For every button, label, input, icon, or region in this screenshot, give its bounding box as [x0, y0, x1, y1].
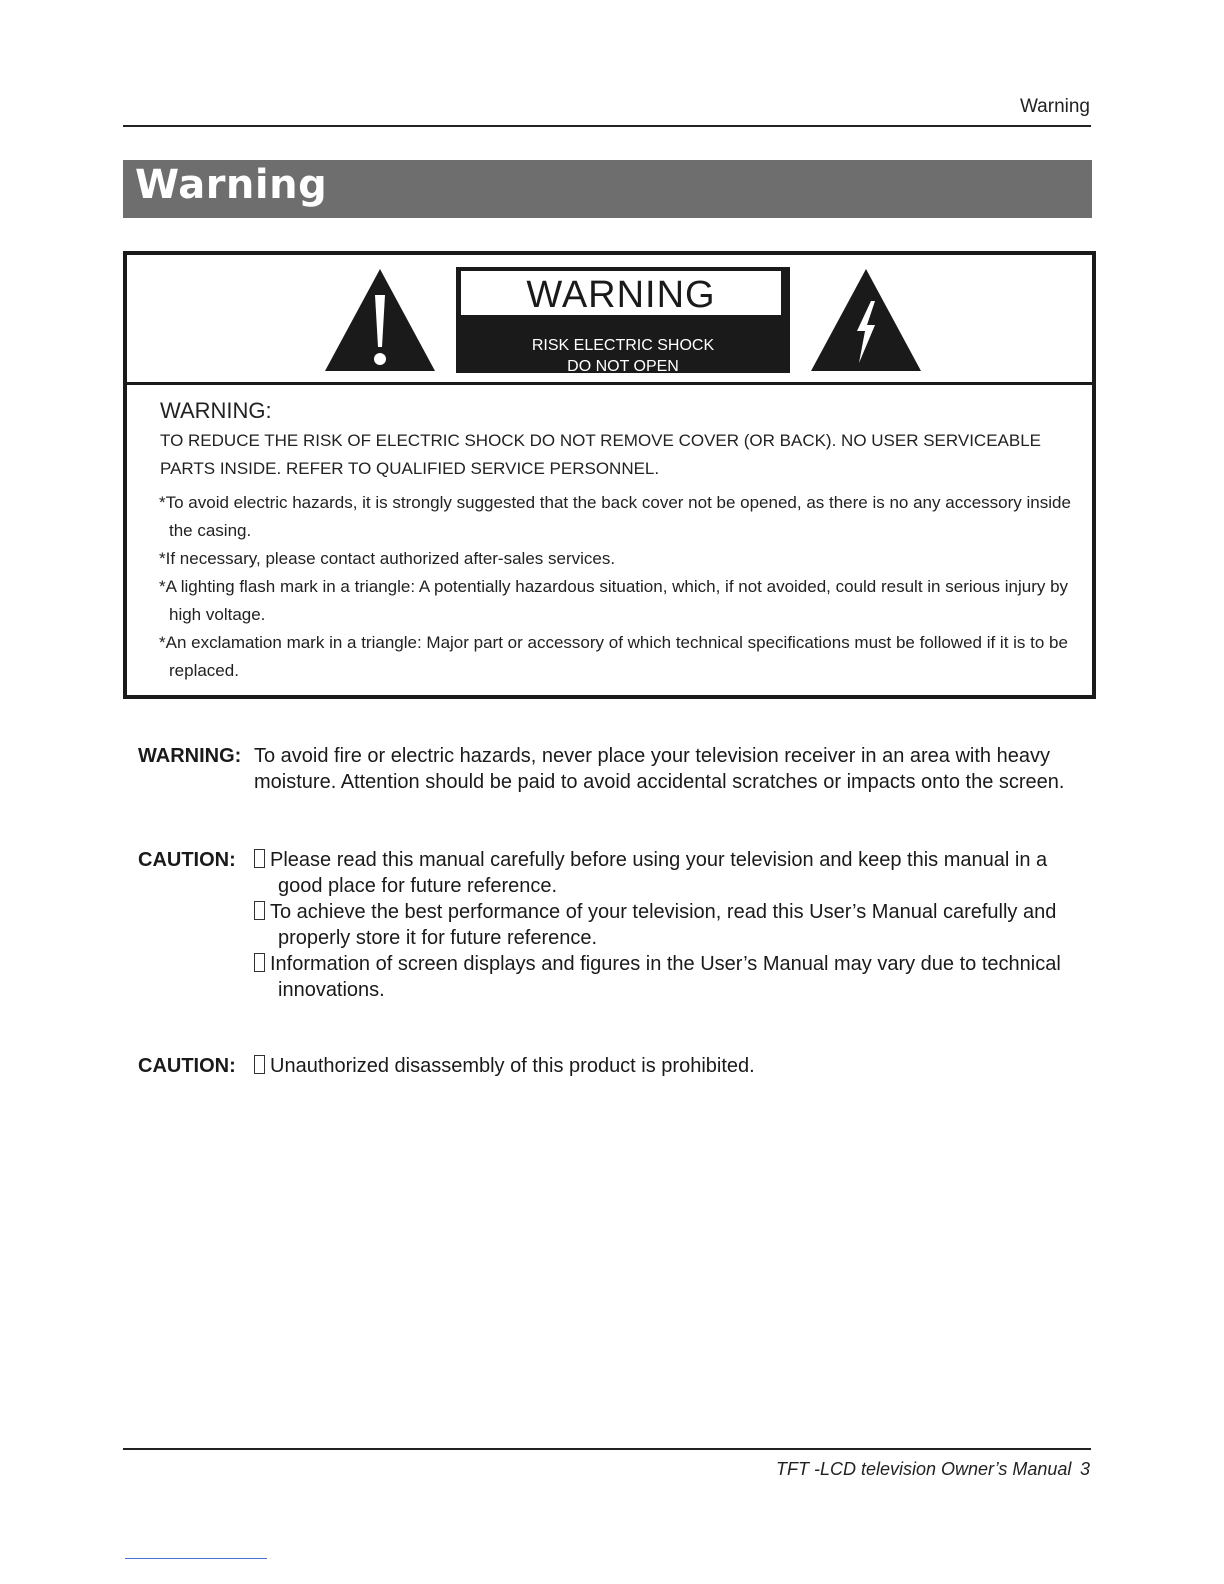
caution-bullet: [254, 899, 1084, 951]
box-bullet-icon: [254, 849, 265, 868]
notice-label: CAUTION:: [138, 849, 236, 871]
caution-bullet-text: Please read this manual carefully before using your television and keep this manual in a good place for future reference.: [270, 849, 1048, 897]
caution-bullet: [254, 1053, 1084, 1079]
warning-box-item: *To avoid electric hazards, it is strongly suggested that the back cover not be opened, as there is no any accessory inside the casing.: [159, 493, 1071, 540]
warning-box-heading: WARNING:: [160, 398, 272, 423]
box-bullet-icon: [254, 1055, 265, 1074]
footer-rule: [123, 1448, 1091, 1450]
warning-sign-line1: RISK ELECTRIC SHOCK: [531, 337, 715, 354]
warning-box-list: [157, 489, 1077, 685]
warning-box-item: *An exclamation mark in a triangle: Major part or accessory of which technical specifications must be followed if it is to be replaced.: [159, 633, 1068, 680]
warning-box-divider: [127, 382, 1092, 385]
notice-label: CAUTION:: [138, 1055, 236, 1077]
warning-box-item: *A lighting flash mark in a triangle: A potentially hazardous situation, which, if not avoided, could result in serious injury by high voltage.: [159, 577, 1069, 624]
footnote-rule: [125, 1558, 267, 1559]
caution-bullet-text: Information of screen displays and figures in the User’s Manual may vary due to technical innovations.: [270, 953, 1061, 1001]
section-title-banner: [123, 160, 1092, 218]
caution-bullet-text: To achieve the best performance of your television, read this User’s Manual carefully and properly store it for future reference.: [270, 901, 1057, 949]
notice-text: To avoid fire or electric hazards, never place your television receiver in an area with heavy moisture. Attention should be paid to avoid accidental scratches or impacts onto the screen.: [254, 745, 1065, 793]
warning-sign-title: WARNING: [461, 271, 781, 315]
notice-body: [254, 1053, 1084, 1079]
caution-bullet-text: Unauthorized disassembly of this product is prohibited.: [270, 1055, 755, 1077]
box-bullet-icon: [254, 953, 265, 972]
warning-box-item: *If necessary, please contact authorized after-sales services.: [159, 549, 616, 568]
notice-body: [254, 847, 1084, 1003]
warning-box: [123, 251, 1096, 699]
warning-sign: [456, 267, 790, 373]
section-title: Warning: [135, 162, 328, 208]
caution-bullet: [254, 951, 1084, 1003]
box-bullet-icon: [254, 901, 265, 920]
page-header-label: Warning: [1019, 96, 1090, 117]
footer-manual-title: TFT -LCD television Owner’s Manual: [776, 1459, 1072, 1479]
warning-box-caps-text: TO REDUCE THE RISK OF ELECTRIC SHOCK DO NOT REMOVE COVER (OR BACK). NO USER SERVICEABLE PARTS INSIDE. REFER TO QUALIFIED SERVICE PERSONNEL.: [160, 431, 1042, 478]
warning-sign-line2: DO NOT OPEN: [567, 358, 679, 375]
lightning-triangle-icon: [809, 267, 923, 373]
header-rule: [123, 125, 1091, 127]
caution-bullet: [254, 847, 1084, 899]
page-number: 3: [1080, 1459, 1091, 1479]
notice-label: WARNING:: [138, 745, 242, 767]
exclamation-triangle-icon: [323, 267, 437, 373]
